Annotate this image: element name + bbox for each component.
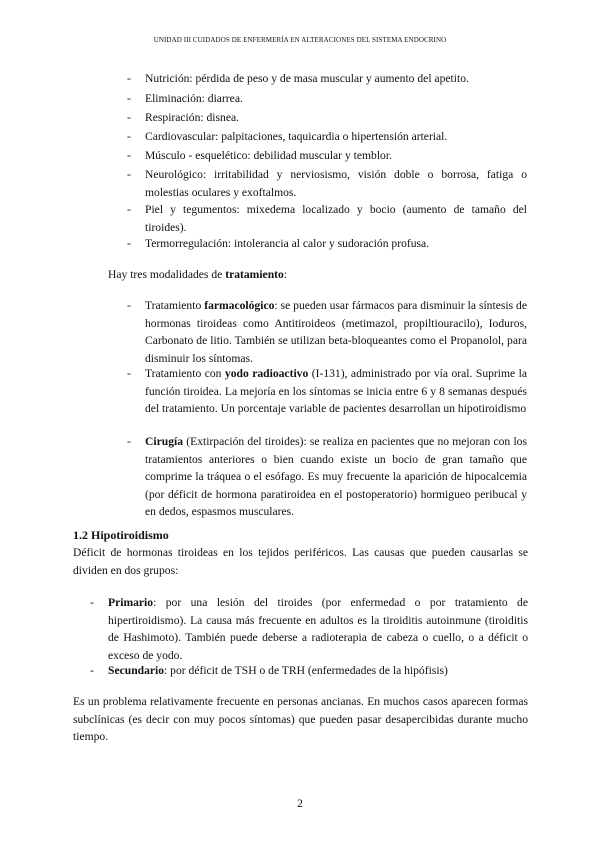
bullet-dash: -	[127, 92, 131, 105]
list-item	[145, 297, 527, 367]
bullet-dash: -	[127, 168, 131, 181]
item-text: : por una lesión del tiroides (por enfermedad o por tratamiento de hipertiroidismo). La causa más frecuente en adultos es la tiroiditis autoinmune (tiroiditis de Hashimoto). También puede deberse a radioterapia de cabeza o cuello, o a déficit o exceso de yodo.	[108, 596, 528, 662]
bullet-dash: -	[127, 111, 131, 124]
list-item: Respiración: disnea.	[145, 111, 240, 124]
item-bold: yodo radioactivo	[224, 367, 309, 380]
list-item	[145, 365, 527, 418]
bullet-dash: -	[127, 203, 131, 216]
treatment-intro	[108, 266, 528, 284]
bullet-dash: -	[127, 435, 131, 448]
list-item: Neurológico: irritabilidad y nerviosismo, visión doble o borrosa, fatiga o molestias oculares y exoftalmos.	[145, 168, 527, 199]
bullet-dash: -	[127, 72, 131, 85]
list-item: Nutrición: pérdida de peso y de masa muscular y aumento del apetito.	[145, 72, 469, 85]
bullet-dash: -	[90, 596, 94, 609]
bullet-dash: -	[127, 299, 131, 312]
section-intro: Déficit de hormonas tiroideas en los tejidos periféricos. Las causas que pueden causarlas se dividen en dos grupos:	[73, 546, 528, 577]
bullet-dash: -	[90, 664, 94, 677]
list-item	[108, 594, 528, 664]
running-header: UNIDAD III CUIDADOS DE ENFERMERÍA EN ALTERACIONES DEL SISTEMA ENDOCRINO	[153, 36, 447, 44]
list-item: Músculo - esquelético: debilidad muscular y temblor.	[145, 149, 392, 162]
item-text: (Extirpación del tiroides): se realiza en pacientes que no mejoran con los tratamientos anteriores o bien cuando existe un bocio de gran tamaño que comprime la tráquea o el esófago. Es muy frecuente la aparición de hipocalcemia (por déficit de hormona paratiroidea en el postoperatorio) hormigueo peribucal y en dedos, espasmos musculares.	[145, 435, 527, 519]
list-item: Piel y tegumentos: mixedema localizado y bocio (aumento de tamaño del tiroides).	[145, 203, 527, 234]
list-item	[145, 433, 527, 521]
list-item	[108, 662, 528, 680]
item-bold: farmacológico	[204, 299, 275, 312]
item-prefix: Tratamiento	[145, 299, 205, 312]
item-bold: Cirugía	[145, 435, 184, 448]
intro-suffix: :	[283, 268, 288, 281]
bullet-dash: -	[127, 237, 131, 250]
item-prefix: Tratamiento con	[145, 367, 225, 380]
bullet-dash: -	[127, 149, 131, 162]
item-text: : por déficit de TSH o de TRH (enfermedades de la hipófisis)	[164, 664, 448, 677]
bullet-dash: -	[127, 367, 131, 380]
list-item: Eliminación: diarrea.	[145, 92, 243, 105]
item-text: (I-131), administrado por vía oral. Suprime la función tiroidea. La mejoría en los síntomas se inicia entre 6 y 8 semanas después del tratamiento. Un porcentaje variable de pacientes desarrollan un hipotiroidismo	[145, 367, 527, 416]
section-heading: 1.2 Hipotiroidismo	[73, 528, 169, 542]
item-bold: Secundario	[108, 664, 165, 677]
item-bold: Primario	[108, 596, 154, 609]
intro-bold: tratamiento	[225, 268, 284, 281]
item-text: : se pueden usar fármacos para disminuir la síntesis de hormonas tiroideas como Antitiroideos (metimazol, propiltiouracilo), Ioduros, Carbonato de litio. También se utilizan beta-bloqueantes como el Propanolol, para disminuir los síntomas.	[145, 299, 527, 365]
intro-text: Hay tres modalidades de	[108, 268, 226, 281]
closing-paragraph: Es un problema relativamente frecuente en personas ancianas. En muchos casos aparecen formas subclínicas (es decir con muy pocos síntomas) que pueden pasar desapercibidas durante mucho tiempo.	[73, 695, 528, 744]
list-item: Cardiovascular: palpitaciones, taquicardia o hipertensión arterial.	[145, 130, 448, 143]
bullet-dash: -	[127, 130, 131, 143]
page-number: 2	[297, 797, 303, 810]
list-item: Termorregulación: intolerancia al calor y sudoración profusa.	[145, 237, 430, 250]
